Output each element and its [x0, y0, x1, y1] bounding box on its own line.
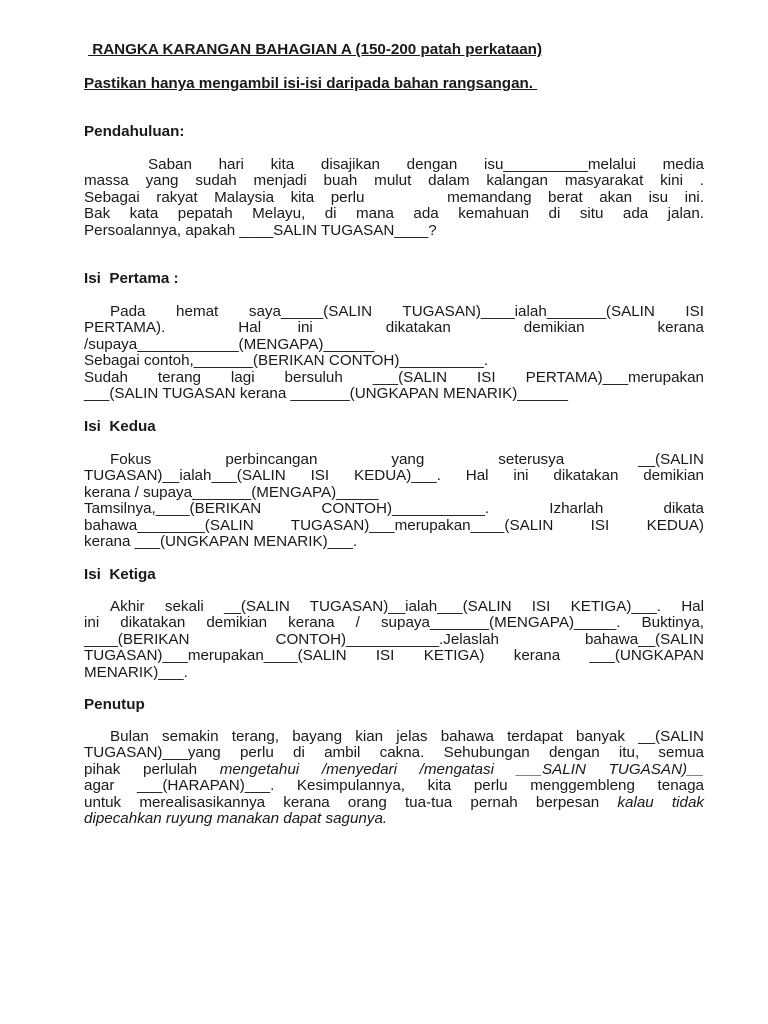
- paragraph-line: TUGASAN)___merupakan____(SALIN ISI KETIGA) kerana ___(UNGKAPAN: [84, 647, 704, 665]
- paragraph-italic-text: kalau tidak: [617, 793, 704, 811]
- document-title: RANGKA KARANGAN BAHAGIAN A (150-200 patah perkataan): [88, 41, 543, 58]
- paragraph-line: ___(SALIN TUGASAN kerana _______(UNGKAPAN MENARIK)______: [84, 384, 568, 402]
- heading-penutup: Penutup: [84, 696, 145, 713]
- paragraph-isi-ketiga: [84, 599, 704, 681]
- paragraph-line: MENARIK)___.: [84, 663, 188, 681]
- paragraph-line: Sebagai contoh,_______(BERIKAN CONTOH)__________.: [84, 352, 489, 370]
- paragraph-line: ____(BERIKAN CONTOH)___________.Jelaslah bahawa__(SALIN: [84, 630, 704, 648]
- paragraph-line: Tamsilnya,____(BERIKAN CONTOH)___________. Izharlah dikata: [84, 500, 704, 518]
- heading-isi-kedua: Isi Kedua: [84, 418, 156, 435]
- paragraph-isi-kedua: [84, 452, 704, 550]
- paragraph-line: Bulan semakin terang, bayang kian jelas bahawa terdapat banyak __(SALIN: [110, 728, 704, 745]
- paragraph-line: Pada hemat saya_____(SALIN TUGASAN)____ialah_______(SALIN ISI: [110, 303, 704, 320]
- document-subtitle: Pastikan hanya mengambil isi-isi daripada bahan rangsangan.: [84, 75, 538, 92]
- paragraph-text: untuk merealisasikannya kerana orang tua-tua pernah berpesan: [84, 793, 618, 811]
- paragraph-line: /supaya____________(MENGAPA)______: [84, 335, 375, 353]
- paragraph-line: bahawa________(SALIN TUGASAN)___merupakan____(SALIN ISI KEDUA): [84, 516, 704, 534]
- paragraph-line: Saban hari kita disajikan dengan isu__________melalui media: [148, 156, 704, 173]
- paragraph-line: [84, 811, 704, 827]
- paragraph-line: kerana / supaya_______(MENGAPA)_____: [84, 483, 379, 501]
- paragraph-line: TUGASAN)___yang perlu di ambil cakna. Sehubungan dengan itu, semua: [84, 744, 704, 762]
- paragraph-penutup: [84, 729, 704, 827]
- paragraph-line: [84, 795, 704, 811]
- heading-pendahuluan: Pendahuluan:: [84, 123, 185, 140]
- paragraph-line: Bak kata pepatah Melayu, di mana ada kemahuan di situ ada jalan.: [84, 205, 704, 223]
- paragraph-line: Fokus perbincangan yang seterusya __(SALIN: [110, 451, 704, 468]
- paragraph-italic-text: mengetahui /menyedari /mengatasi ___SALIN TUGASAN)__: [219, 760, 704, 778]
- paragraph-line: PERTAMA). Hal ini dikatakan demikian kerana: [84, 319, 704, 337]
- paragraph-line: Akhir sekali __(SALIN TUGASAN)__ialah___(SALIN ISI KETIGA)___. Hal: [110, 598, 704, 615]
- paragraph-line: ini dikatakan demikian kerana / supaya_______(MENGAPA)_____. Buktinya,: [84, 614, 704, 632]
- paragraph-text: pihak perlulah: [84, 760, 220, 778]
- paragraph-line: agar ___(HARAPAN)___. Kesimpulannya, kita perlu menggembleng tenaga: [84, 777, 704, 795]
- paragraph-line: Persoalannya, apakah ____SALIN TUGASAN____?: [84, 221, 437, 239]
- paragraph-isi-pertama: [84, 304, 704, 402]
- paragraph-pendahuluan: [84, 157, 704, 239]
- heading-isi-ketiga: Isi Ketiga: [84, 566, 156, 583]
- paragraph-line: kerana ___(UNGKAPAN MENARIK)___.: [84, 532, 358, 550]
- paragraph-line: Sudah terang lagi bersuluh ___(SALIN ISI PERTAMA)___merupakan: [84, 368, 704, 386]
- paragraph-line: Sebagai rakyat Malaysia kita perlu memandang berat akan isu ini.: [84, 188, 704, 206]
- paragraph-line: TUGASAN)__ialah___(SALIN ISI KEDUA)___. Hal ini dikatakan demikian: [84, 467, 704, 485]
- paragraph-line: [84, 762, 704, 778]
- paragraph-italic-text: dipecahkan ruyung manakan dapat sagunya.: [84, 809, 388, 827]
- paragraph-line: massa yang sudah menjadi buah mulut dalam kalangan masyarakat kini .: [84, 172, 704, 190]
- heading-isi-pertama: Isi Pertama :: [84, 270, 179, 287]
